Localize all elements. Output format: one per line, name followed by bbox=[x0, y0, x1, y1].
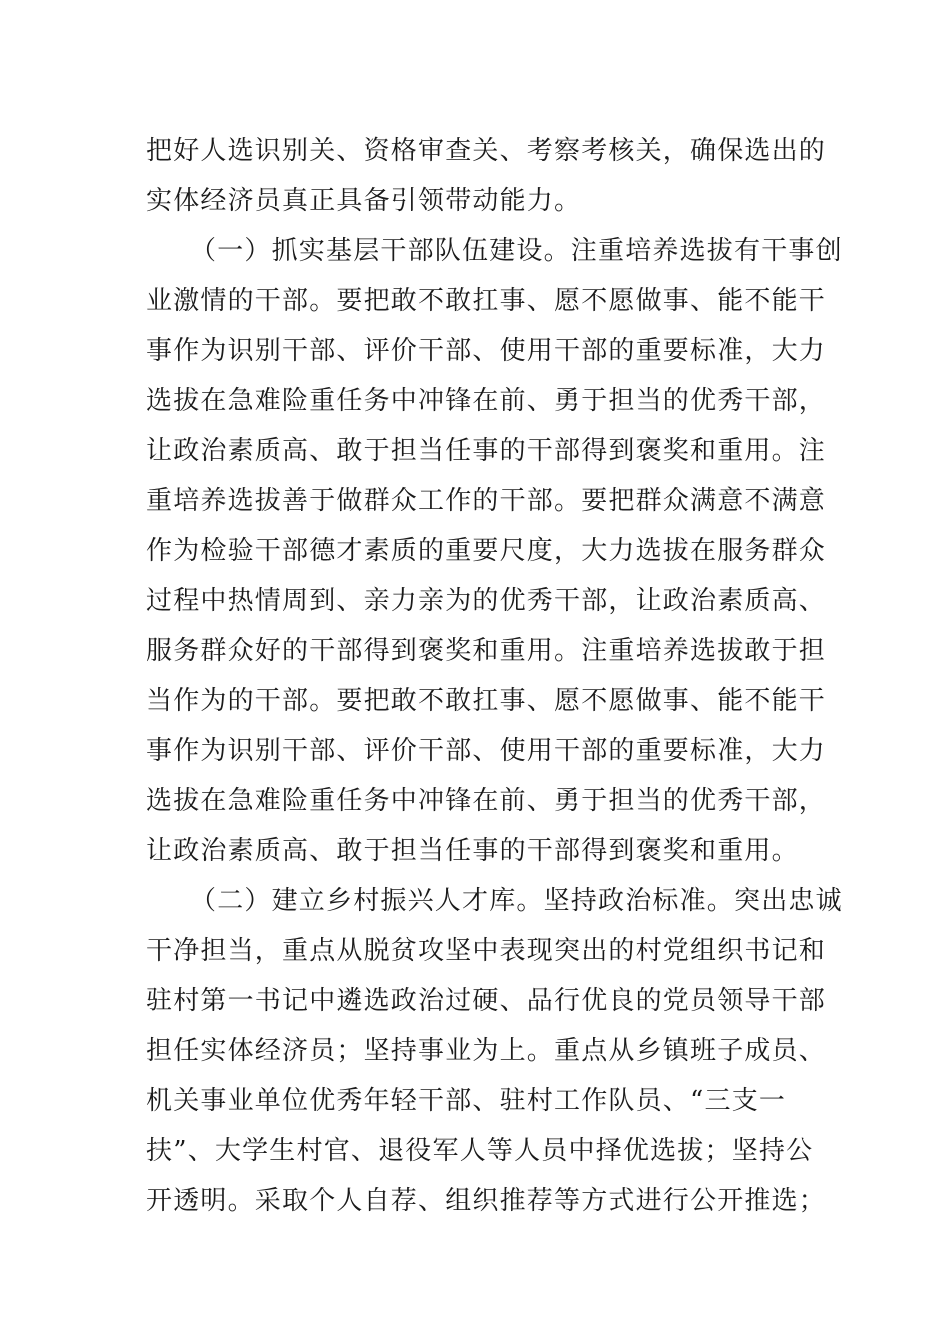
text-line-8: 重培养选拔善于做群众工作的干部。要把群众满意不满意 bbox=[146, 486, 827, 516]
paragraph-2-heading-line: （二）建立乡村振兴人才库。坚持政治标准。突出忠诚 bbox=[190, 886, 843, 916]
text-line-20: 机关事业单位优秀年轻干部、驻村工作队员、“三支一 bbox=[146, 1086, 787, 1116]
text-line-4: 业激情的干部。要把敢不敢扛事、愿不愿做事、能不能干 bbox=[146, 286, 827, 316]
text-line-15: 让政治素质高、敢于担当任事的干部得到褒奖和重用。 bbox=[146, 836, 799, 866]
paragraph-1-heading-line: （一）抓实基层干部队伍建设。注重培养选拔有干事创 bbox=[190, 236, 843, 266]
text-line-1: 把好人选识别关、资格审查关、考察考核关，确保选出的 bbox=[146, 136, 827, 166]
text-line-11: 服务群众好的干部得到褒奖和重用。注重培养选拔敢于担 bbox=[146, 636, 827, 666]
text-line-22: 开透明。采取个人自荐、组织推荐等方式进行公开推选； bbox=[146, 1186, 827, 1216]
text-line-17: 干净担当，重点从脱贫攻坚中表现突出的村党组织书记和 bbox=[146, 936, 827, 966]
text-line-6: 选拔在急难险重任务中冲锋在前、勇于担当的优秀干部， bbox=[146, 386, 827, 416]
text-line-7: 让政治素质高、敢于担当任事的干部得到褒奖和重用。注 bbox=[146, 436, 827, 466]
text-line-21: 扶”、大学生村官、退役军人等人员中择优选拔；坚持公 bbox=[146, 1136, 814, 1166]
text-line-9: 作为检验干部德才素质的重要尺度，大力选拔在服务群众 bbox=[146, 536, 827, 566]
text-line-14: 选拔在急难险重任务中冲锋在前、勇于担当的优秀干部， bbox=[146, 786, 827, 816]
text-line-12: 当作为的干部。要把敢不敢扛事、愿不愿做事、能不能干 bbox=[146, 686, 827, 716]
text-line-18: 驻村第一书记中遴选政治过硬、品行优良的党员领导干部 bbox=[146, 986, 827, 1016]
text-line-10: 过程中热情周到、亲力亲为的优秀干部，让政治素质高、 bbox=[146, 586, 827, 616]
text-line-2: 实体经济员真正具备引领带动能力。 bbox=[146, 186, 582, 216]
text-line-19: 担任实体经济员；坚持事业为上。重点从乡镇班子成员、 bbox=[146, 1036, 827, 1066]
text-line-13: 事作为识别干部、评价干部、使用干部的重要标准，大力 bbox=[146, 736, 827, 766]
text-line-5: 事作为识别干部、评价干部、使用干部的重要标准，大力 bbox=[146, 336, 827, 366]
